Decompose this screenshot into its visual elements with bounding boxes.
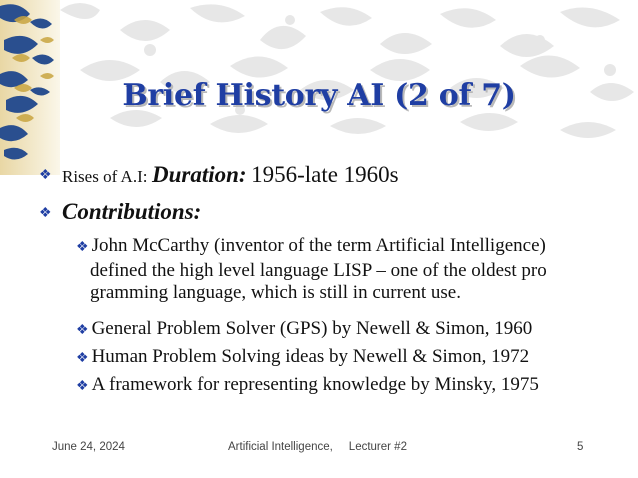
item-text-line: John McCarthy (inventor of the term Artificial Intelligence) bbox=[91, 235, 546, 256]
footer-date: June 24, 2024 bbox=[52, 441, 125, 453]
rise-label: Rises of A.I: bbox=[62, 167, 148, 186]
sub-bullet-item bbox=[76, 374, 539, 399]
bullet-icon: ❖ bbox=[76, 379, 89, 394]
rise-line bbox=[62, 162, 399, 188]
bullet-icon: ❖ bbox=[76, 240, 89, 255]
duration-label: Duration: bbox=[151, 162, 247, 187]
bullet-icon: ❖ bbox=[76, 351, 89, 366]
footer-course: Artificial Intelligence, Lecturer #2 bbox=[228, 441, 407, 453]
slide-title: Brief History AI (2 of 7) bbox=[122, 78, 516, 113]
duration-value: 1956-late 1960s bbox=[251, 162, 399, 187]
item-text-line: A framework for representing knowledge by Minsky, 1975 bbox=[91, 374, 539, 395]
sub-bullet-item bbox=[76, 346, 529, 371]
bullet-icon: ❖ bbox=[76, 323, 89, 338]
footer-page-number: 5 bbox=[577, 441, 584, 453]
sub-bullet-item bbox=[76, 235, 547, 305]
bullet-icon: ❖ bbox=[39, 168, 52, 183]
sub-bullet-item bbox=[76, 318, 532, 343]
item-text-line: Human Problem Solving ideas by Newell & Simon, 1972 bbox=[91, 346, 530, 367]
contributions-heading: Contributions: bbox=[62, 199, 202, 224]
item-text-line: General Problem Solver (GPS) by Newell & Simon, 1960 bbox=[91, 318, 533, 339]
bullet-icon: ❖ bbox=[39, 206, 52, 221]
item-text-line: defined the high level language LISP – one of the oldest pro bbox=[90, 259, 547, 281]
item-text-line: gramming language, which is still in current use. bbox=[90, 282, 461, 303]
